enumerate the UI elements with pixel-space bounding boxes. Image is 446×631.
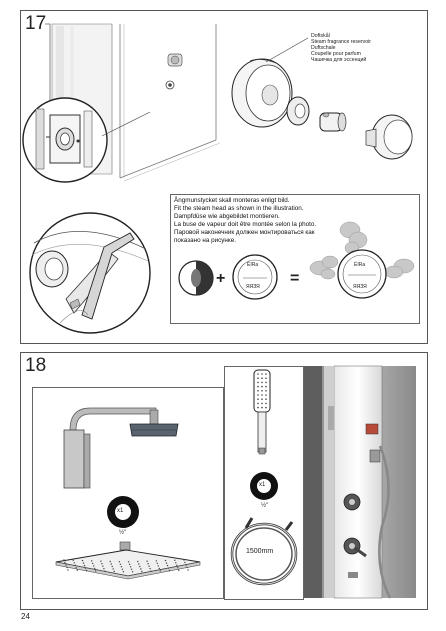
washer-count-left: x1 — [117, 508, 124, 514]
reservoir-leader-line — [262, 36, 312, 66]
washer-count-right: x1 — [259, 482, 266, 488]
instruction-line-ru-2: показано на рисунке. — [174, 237, 236, 244]
hex-key-detail-circle — [20, 203, 150, 343]
instruction-line-fr: La buse de vapeur doit être montée selon la photo. — [174, 221, 317, 228]
hand-shower-illustration — [244, 368, 284, 458]
nozzle-detail-circle — [20, 95, 110, 185]
shower-arm-illustration — [60, 400, 190, 490]
cap-text-bottom: ЯЯЗЯ — [246, 284, 260, 290]
cap-text-top: ÉIRa — [247, 262, 259, 268]
reservoir-label-fr: Coupelle pour parfum — [311, 51, 361, 57]
instruction-line-de: Dampfdüse wie abgebildet montieren. — [174, 213, 280, 220]
reservoir-label-de: Duftschale — [311, 45, 336, 51]
steam-reservoir-parts — [220, 55, 420, 175]
instruction-line-ru-1: Паровой наконечник должен монтироваться как — [174, 229, 315, 236]
installed-panel-photo — [304, 366, 416, 598]
hose-length-label: 1500mm — [246, 548, 274, 555]
reservoir-label-en: Steam fragrance reservoir — [311, 39, 371, 45]
step-17-number: 17 — [25, 13, 47, 34]
steam-nozzle-icon — [176, 258, 216, 298]
instruction-line-sv: Ångmunstycket skall monteras enligt bild. — [174, 197, 290, 204]
washer-size-left: ½" — [119, 530, 127, 536]
detail-connector — [100, 110, 160, 140]
page-number: 24 — [21, 612, 30, 621]
reservoir-label-sv: Doftskål — [311, 33, 330, 39]
washer-size-right: ½" — [261, 503, 269, 509]
rain-shower-head — [52, 540, 202, 580]
reservoir-label-ru: Чашечка для эссенций — [311, 57, 367, 63]
plus-sign: + — [216, 270, 226, 287]
cloud-cap-text-bottom: ЯЯЗЯ — [353, 284, 367, 290]
instruction-line-en: Fit the steam head as shown in the illustration. — [174, 205, 304, 212]
cloud-cap-text-top: ÉIRa — [354, 262, 366, 268]
steam-cap-icon — [230, 252, 280, 302]
equals-sign: = — [290, 270, 300, 287]
step-18-number: 18 — [25, 355, 47, 376]
